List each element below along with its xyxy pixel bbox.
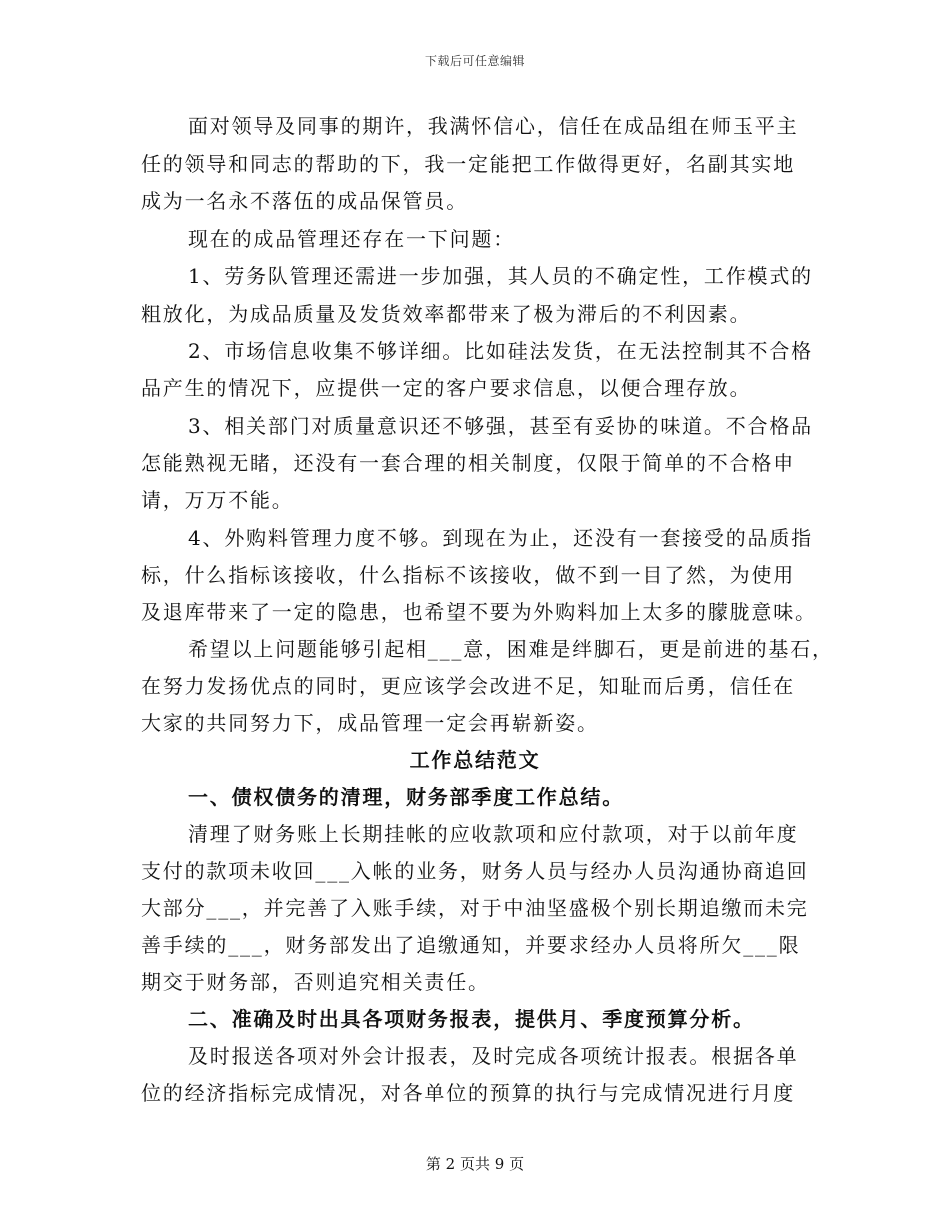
body-line: 任的领导和同志的帮助的下，我一定能把工作做得更好，名副其实地 bbox=[141, 152, 795, 176]
section-heading: 二、准确及时出具各项财务报表，提供月、季度预算分析。 bbox=[188, 1007, 755, 1031]
body-line: 2、市场信息收集不够详细。比如硅法发货，在无法控制其不合格 bbox=[188, 339, 813, 363]
body-line: 希望以上问题能够引起相___意，困难是绊脚石，更是前进的基石， bbox=[188, 637, 834, 661]
body-line: 善手续的___，财务部发出了追缴通知，并要求经办人员将所欠___限 bbox=[141, 933, 801, 957]
body-line: 成为一名永不落伍的成品保管员。 bbox=[141, 189, 468, 213]
body-line: 及退库带来了一定的隐患，也希望不要为外购料加上太多的朦胧意味。 bbox=[141, 600, 817, 624]
body-line: 标，什么指标该接收，什么指标不该接收，做不到一目了然，为使用 bbox=[141, 563, 795, 587]
body-line: 1、劳务队管理还需进一步加强，其人员的不确定性，工作模式的 bbox=[188, 264, 813, 288]
page-footer-number: 第 2 页共 9 页 bbox=[425, 1155, 525, 1173]
body-line: 期交于财务部，否则追究相关责任。 bbox=[141, 970, 490, 994]
body-line: 清理了财务账上长期挂帐的应收款项和应付款项，对于以前年度 bbox=[188, 822, 799, 846]
body-line: 面对领导及同事的期许，我满怀信心，信任在成品组在师玉平主 bbox=[188, 114, 799, 138]
body-line: 大部分___，并完善了入账手续，对于中油坚盛极个别长期追缴而未完 bbox=[141, 896, 809, 920]
body-line: 大家的共同努力下，成品管理一定会再崭新姿。 bbox=[141, 711, 599, 735]
body-line: 品产生的情况下，应提供一定的客户要求信息，以便合理存放。 bbox=[141, 376, 752, 400]
body-line: 3、相关部门对质量意识还不够强，甚至有妥协的味道。不合格品 bbox=[188, 414, 813, 438]
body-line: 支付的款项未收回___入帐的业务，财务人员与经办人员沟通协商追回 bbox=[141, 859, 809, 883]
body-line: 现在的成品管理还存在一下问题： bbox=[188, 227, 515, 251]
body-line: 4、外购料管理力度不够。到现在为止，还没有一套接受的品质指 bbox=[188, 526, 813, 550]
page-header-note: 下载后可任意编辑 bbox=[424, 54, 525, 68]
body-line: 在努力发扬优点的同时，更应该学会改进不足，知耻而后勇，信任在 bbox=[141, 674, 795, 698]
body-line: 及时报送各项对外会计报表，及时完成各项统计报表。根据各单 bbox=[188, 1044, 799, 1068]
section-title: 工作总结范文 bbox=[409, 748, 541, 772]
body-line: 粗放化，为成品质量及发货效率都带来了极为滞后的不利因素。 bbox=[141, 302, 752, 326]
section-heading: 一、债权债务的清理，财务部季度工作总结。 bbox=[188, 785, 624, 809]
body-line: 位的经济指标完成情况，对各单位的预算的执行与完成情况进行月度 bbox=[141, 1081, 795, 1105]
body-line: 请，万万不能。 bbox=[141, 488, 294, 512]
body-line: 怎能熟视无睹，还没有一套合理的相关制度，仅限于简单的不合格申 bbox=[141, 451, 795, 475]
